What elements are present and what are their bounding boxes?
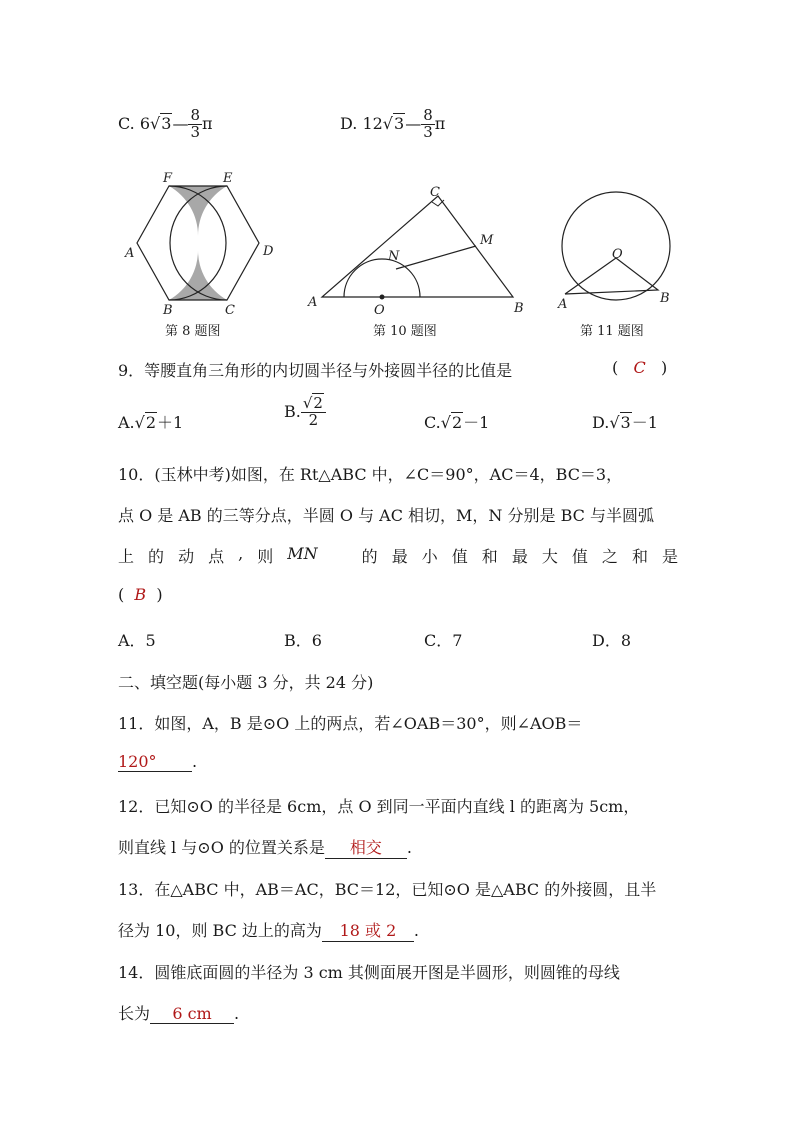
figure-11-caption: 第 11 题图	[580, 324, 644, 339]
question-10-option-d: D．8	[592, 631, 632, 650]
chord-and-radii	[565, 258, 658, 294]
fraction: $\frac{8}{3}$	[423, 106, 433, 141]
label-M: M	[480, 233, 494, 248]
question-10-option-a: A．5	[118, 631, 156, 650]
sqrt-symbol: √3	[150, 113, 172, 133]
label-A: A	[125, 246, 135, 261]
figure-8-hexagon	[125, 171, 285, 318]
label-C: C	[430, 185, 440, 200]
fraction: $\frac{√2}{2}$	[301, 396, 326, 429]
answer-blank: 相交	[325, 835, 407, 859]
question-13-line-2: 径为 10，则 BC 边上的高为 18 或 2 .	[118, 918, 419, 942]
question-10-option-c: C．7	[424, 631, 463, 650]
question-14-line-1: 14．圆锥底面圆的半径为 3 cm 其侧面展开图是半圆形，则圆锥的母线	[118, 963, 620, 982]
question-11-line-1: 11．如图，A，B 是⊙O 上的两点，若∠OAB＝30°，则∠AOB＝	[118, 714, 583, 733]
question-10-option-b: B．6	[284, 631, 322, 650]
answer-blank: 120°	[118, 752, 192, 772]
figure-10-triangle	[308, 182, 528, 322]
center-point-O	[380, 295, 385, 300]
sqrt-symbol: √2	[134, 413, 157, 432]
question-11-line-2: 120° .	[118, 752, 198, 771]
q8-option-c: C. 6√3— $\frac{8}{3}$ π	[118, 106, 213, 141]
question-9-option-b: B. $\frac{√2}{2}$	[284, 396, 326, 429]
answer-blank: 6 cm	[150, 1004, 234, 1024]
segment-MN	[396, 246, 476, 269]
label-D: D	[263, 244, 274, 259]
question-9-option-d: D.√3－1	[592, 413, 658, 432]
question-12-line-2: 则直线 l 与⊙O 的位置关系是 相交 .	[118, 835, 412, 859]
sqrt-symbol: √3	[609, 413, 631, 432]
question-9-stem: 9．等腰直角三角形的内切圆半径与外接圆半径的比值是	[118, 361, 513, 380]
label-O: O	[374, 303, 385, 318]
question-10-line-1: 10．(玉林中考)如图，在 Rt△ABC 中，∠C＝90°，AC＝4，BC＝3，	[118, 465, 623, 484]
label-C: C	[225, 303, 235, 318]
label-N: N	[388, 249, 400, 264]
figure-8-caption: 第 8 题图	[165, 324, 221, 339]
label-A: A	[558, 297, 568, 312]
sqrt-symbol: √2	[440, 413, 463, 432]
fraction: $\frac{8}{3}$	[190, 106, 200, 141]
question-14-line-2: 长为 6 cm .	[118, 1004, 240, 1023]
question-10-line-3: 上 的 动 点 , 则 MN 的 最 小 值 和 最 大 值 之 和 是	[118, 544, 678, 566]
label-B: B	[514, 301, 524, 316]
circle-outline	[562, 192, 670, 300]
label-E: E	[223, 171, 233, 186]
label-O: O	[612, 247, 623, 262]
label-B: B	[163, 303, 173, 318]
question-9-option-c: C.√2－1	[424, 413, 490, 432]
label-F: F	[163, 171, 173, 186]
question-13-line-1: 13．在△ABC 中，AB＝AC，BC＝12，已知⊙O 是△ABC 的外接圆，且半	[118, 880, 657, 899]
figure-10-caption: 第 10 题图	[373, 324, 437, 339]
semicircle	[344, 259, 420, 297]
question-9-answer: ( C )	[612, 358, 668, 377]
label-A: A	[308, 295, 318, 310]
section-2-title: 二、填空题(每小题 3 分，共 24 分)	[118, 673, 374, 692]
question-9-option-a: A.√2＋1	[118, 413, 184, 432]
question-10-answer: ( B )	[118, 585, 163, 604]
sqrt-symbol: √3	[382, 113, 405, 133]
answer-blank: 18 或 2	[322, 918, 414, 942]
question-12-line-1: 12．已知⊙O 的半径是 6cm，点 O 到同一平面内直线 l 的距离为 5cm，	[118, 797, 640, 816]
label-B: B	[660, 291, 670, 306]
q8-option-d: D. 12√3— $\frac{8}{3}$ π	[340, 106, 446, 141]
figure-11-circle	[556, 180, 696, 320]
question-10-line-2: 点 O 是 AB 的三等分点，半圆 O 与 AC 相切，M，N 分别是 BC 与半圆弧	[118, 506, 654, 525]
